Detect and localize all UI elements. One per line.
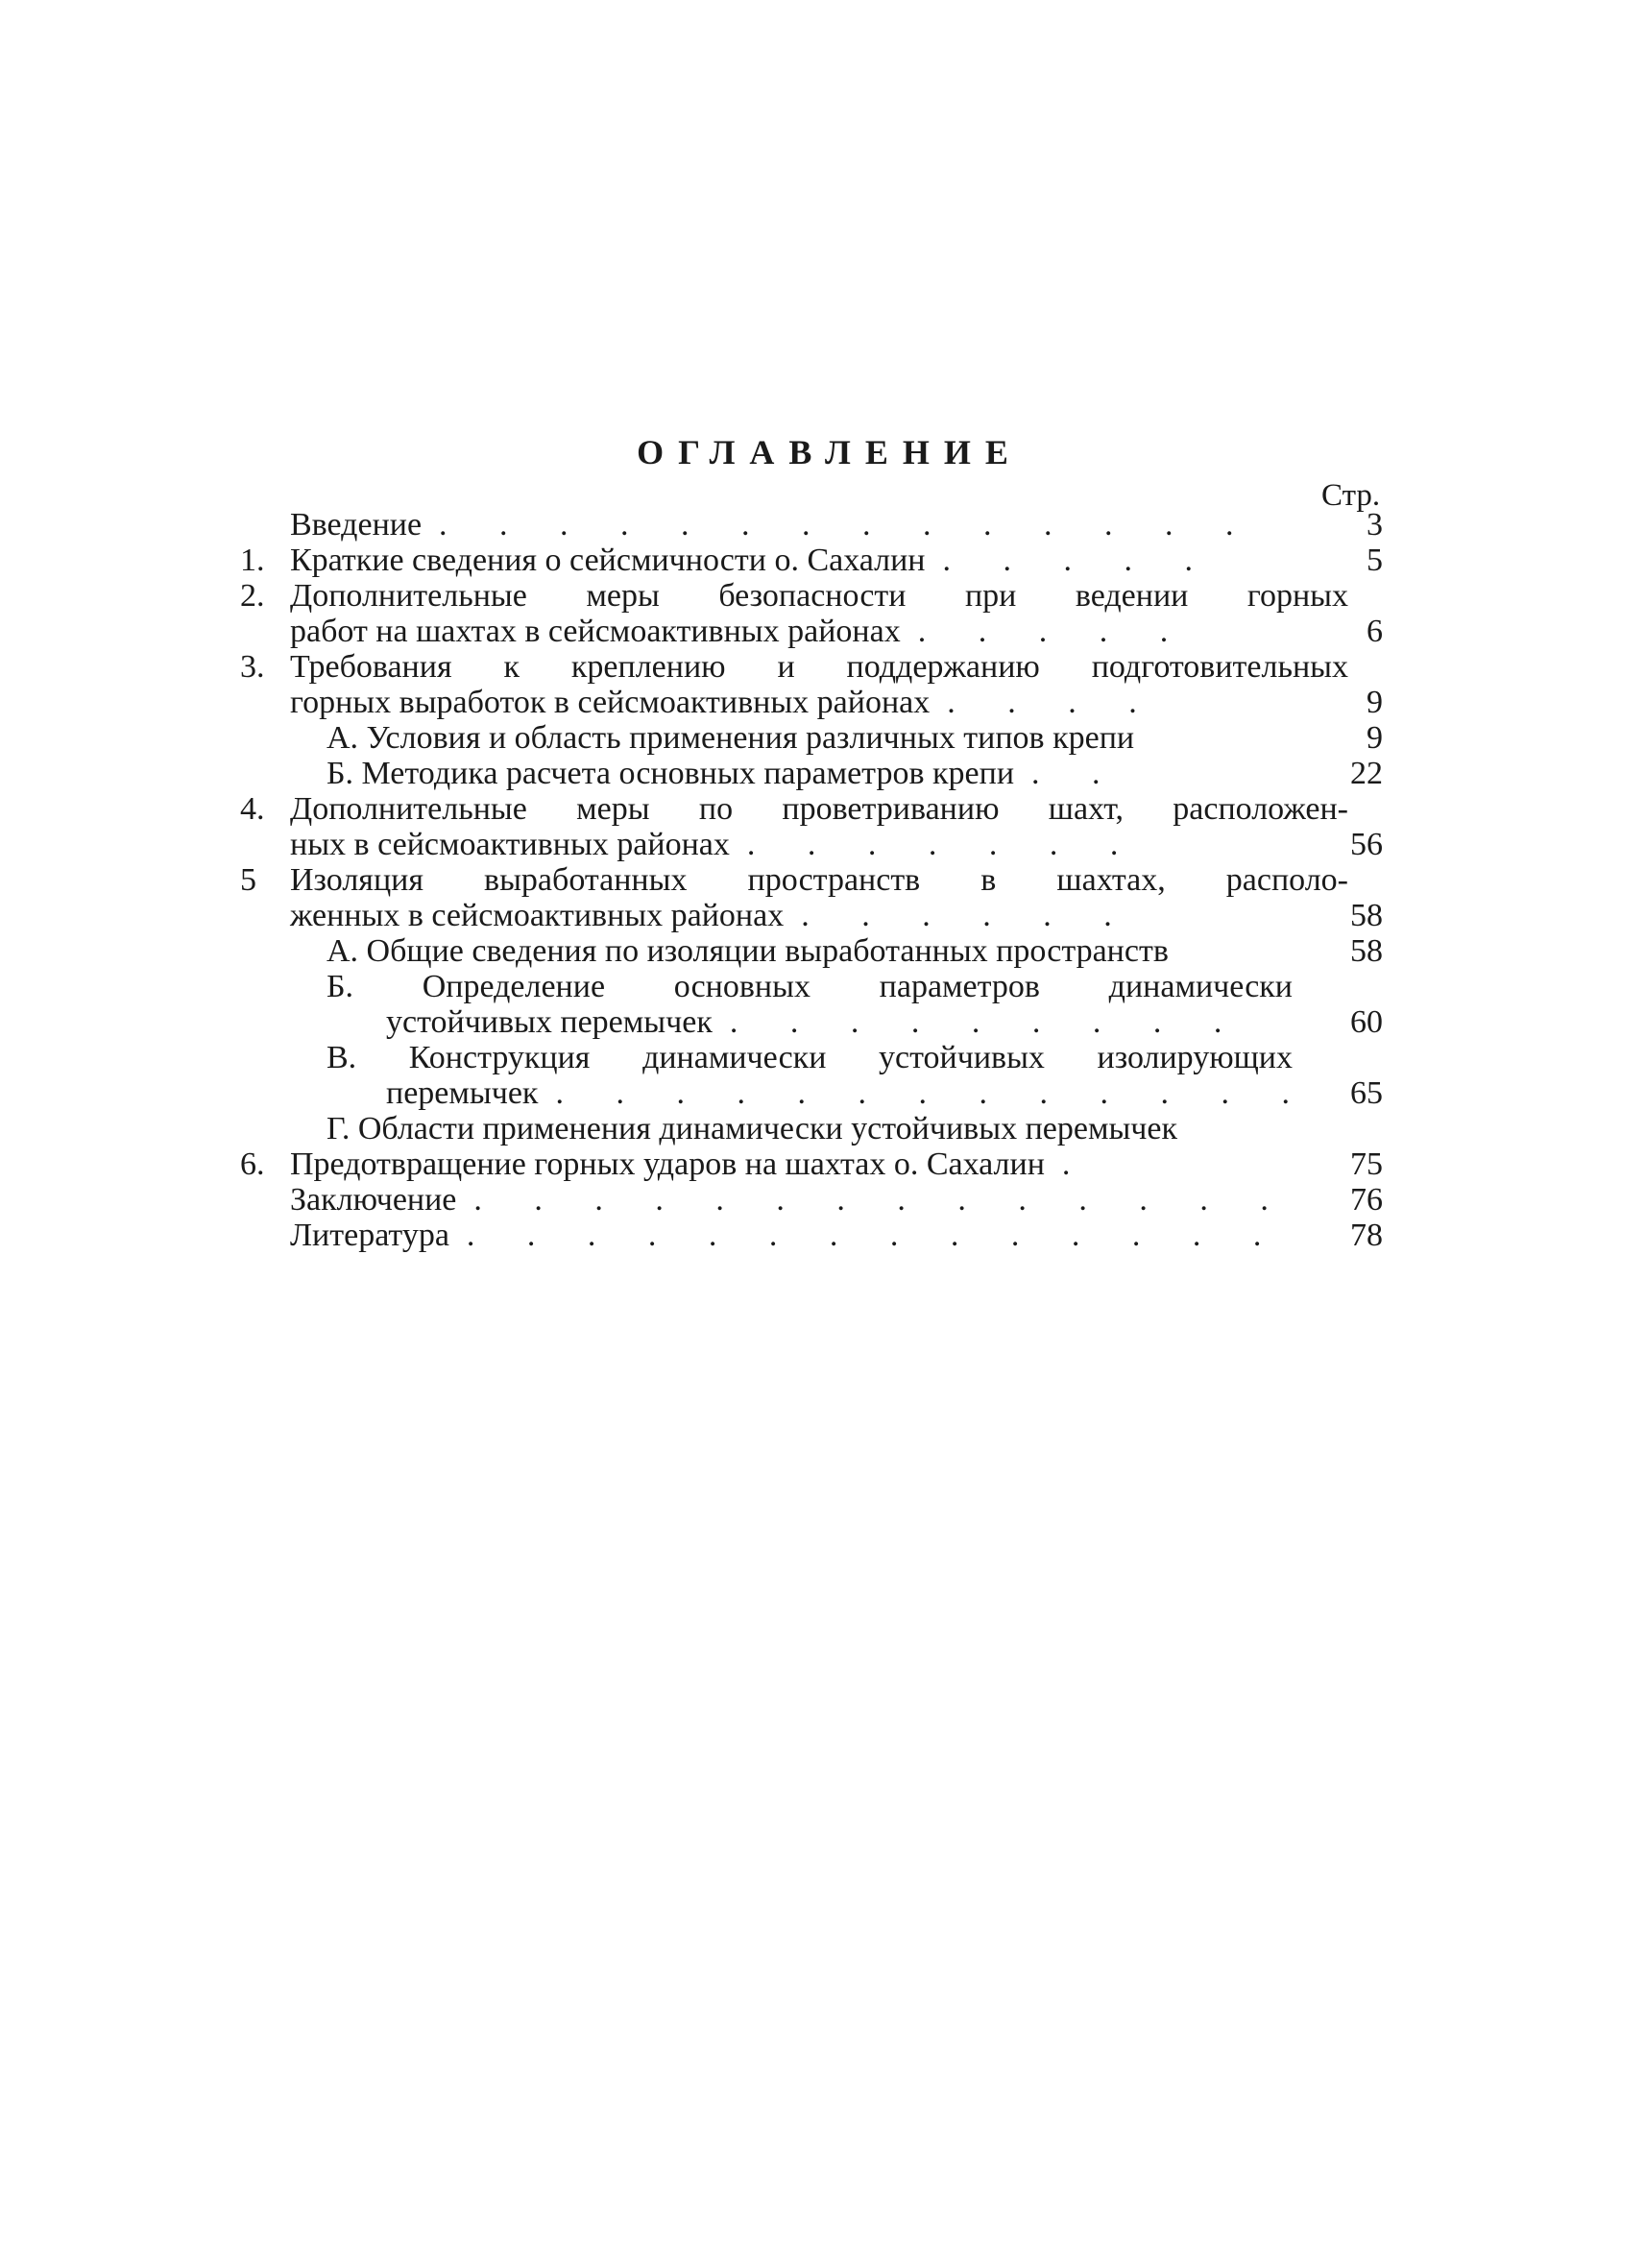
toc-subentry[interactable] bbox=[240, 932, 1392, 971]
toc-entry[interactable] bbox=[240, 506, 1392, 544]
entry-text: А. Условия и область применения различных типов крепи bbox=[327, 720, 1135, 756]
toc-subentry[interactable] bbox=[240, 719, 1392, 758]
entry-text: Б. Определение основных параметров динамически bbox=[327, 969, 1293, 1004]
leader-dots: . . . . . bbox=[917, 614, 1191, 649]
entry-page: 22 bbox=[1350, 756, 1383, 791]
toc-entry[interactable] bbox=[240, 1146, 1392, 1184]
entry-text: женных в сейсмоактивных районах . . . . . . bbox=[290, 898, 1134, 933]
entry-page: 58 bbox=[1350, 933, 1383, 969]
leader-dots: . . . . . . . . . . . . . . bbox=[439, 507, 1256, 543]
toc-subentry-continued[interactable] bbox=[240, 1074, 1392, 1113]
entry-page: 56 bbox=[1350, 827, 1383, 862]
entry-page: 9 bbox=[1367, 720, 1383, 756]
entry-number: 3. bbox=[240, 649, 265, 685]
toc-entry-continued[interactable] bbox=[240, 897, 1392, 935]
entry-text: горных выработок в сейсмоактивных районах . . . . bbox=[290, 685, 1159, 720]
entry-text: Заключение . . . . . . . . . . . . . . bbox=[290, 1182, 1291, 1218]
leader-dots: . . . . . . . . . . . . . bbox=[555, 1075, 1312, 1111]
leader-dots: . bbox=[1061, 1146, 1093, 1182]
toc-entry[interactable] bbox=[240, 542, 1392, 580]
toc-subentry[interactable] bbox=[240, 1039, 1392, 1077]
page-column-label: Стр. bbox=[1321, 478, 1381, 513]
leader-dots: . . . . . . . bbox=[746, 827, 1141, 862]
entry-text: Введение . . . . . . . . . . . . . . bbox=[290, 507, 1256, 543]
entry-number: 2. bbox=[240, 578, 265, 614]
entry-text: Литература . . . . . . . . . . . . . . bbox=[290, 1218, 1284, 1253]
entry-text: Краткие сведения о сейсмичности о. Сахалин . . . . . bbox=[290, 543, 1216, 578]
leader-dots: . . . . . . . . . . . . . . bbox=[466, 1218, 1284, 1253]
toc-entry[interactable] bbox=[240, 577, 1392, 615]
entry-text: Г. Области применения динамически устойчивых перемычек bbox=[327, 1111, 1178, 1146]
entry-text: Требования к креплению и поддержанию подготовительных bbox=[290, 649, 1348, 685]
entry-text: работ на шахтах в сейсмоактивных районах . . . . . bbox=[290, 614, 1191, 649]
leader-dots: . . . . bbox=[947, 685, 1159, 720]
toc-subentry[interactable] bbox=[240, 968, 1392, 1006]
entry-text: ных в сейсмоактивных районах . . . . . . . bbox=[290, 827, 1141, 862]
entry-text: перемычек . . . . . . . . . . . . . bbox=[386, 1075, 1312, 1111]
toc-entry[interactable] bbox=[240, 1181, 1392, 1219]
entry-page: 65 bbox=[1350, 1075, 1383, 1111]
entry-text: Дополнительные меры по проветриванию шахт, расположен- bbox=[290, 791, 1348, 827]
entry-text: Б. Методика расчета основных параметров крепи . . bbox=[327, 756, 1123, 791]
entry-text: В. Конструкция динамически устойчивых изолирующих bbox=[327, 1040, 1293, 1075]
entry-page: 58 bbox=[1350, 898, 1383, 933]
toc-title: ОГЛАВЛЕНИЕ bbox=[637, 433, 1023, 471]
toc-entry-continued[interactable] bbox=[240, 613, 1392, 651]
entry-number: 1. bbox=[240, 543, 265, 578]
toc-entry[interactable] bbox=[240, 1217, 1392, 1255]
leader-dots: . . . . . bbox=[942, 543, 1216, 578]
entry-number: 5 bbox=[240, 862, 256, 898]
toc-subentry[interactable] bbox=[240, 1110, 1392, 1148]
toc-entry[interactable] bbox=[240, 648, 1392, 687]
leader-dots: . . . . . . . . . . . . . . bbox=[473, 1182, 1291, 1218]
toc-entry[interactable] bbox=[240, 790, 1392, 829]
leader-dots: . . . . . . . . . bbox=[729, 1004, 1245, 1040]
entry-text: Дополнительные меры безопасности при ведении горных bbox=[290, 578, 1348, 614]
entry-page: 75 bbox=[1350, 1146, 1383, 1182]
entry-page: 78 bbox=[1350, 1218, 1383, 1253]
entry-text: Предотвращение горных ударов на шахтах о. Сахалин . bbox=[290, 1146, 1093, 1182]
leader-dots: . . bbox=[1031, 756, 1123, 791]
toc-subentry-continued[interactable] bbox=[240, 1003, 1392, 1042]
toc-subentry[interactable] bbox=[240, 755, 1392, 793]
toc-entry-continued[interactable] bbox=[240, 826, 1392, 864]
entry-page: 76 bbox=[1350, 1182, 1383, 1218]
entry-text: А. Общие сведения по изоляции выработанных пространств bbox=[327, 933, 1169, 969]
toc-entry-continued[interactable] bbox=[240, 684, 1392, 722]
toc-entry[interactable] bbox=[240, 861, 1392, 900]
entry-text: Изоляция выработанных пространств в шахтах, располо- bbox=[290, 862, 1348, 898]
entry-page: 60 bbox=[1350, 1004, 1383, 1040]
entry-number: 4. bbox=[240, 791, 265, 827]
entry-text: устойчивых перемычек . . . . . . . . . bbox=[386, 1004, 1245, 1040]
entry-page: 3 bbox=[1367, 507, 1383, 543]
leader-dots: . . . . . . bbox=[801, 898, 1134, 933]
entry-page: 9 bbox=[1367, 685, 1383, 720]
entry-number: 6. bbox=[240, 1146, 265, 1182]
entry-page: 5 bbox=[1367, 543, 1383, 578]
entry-page: 6 bbox=[1367, 614, 1383, 649]
